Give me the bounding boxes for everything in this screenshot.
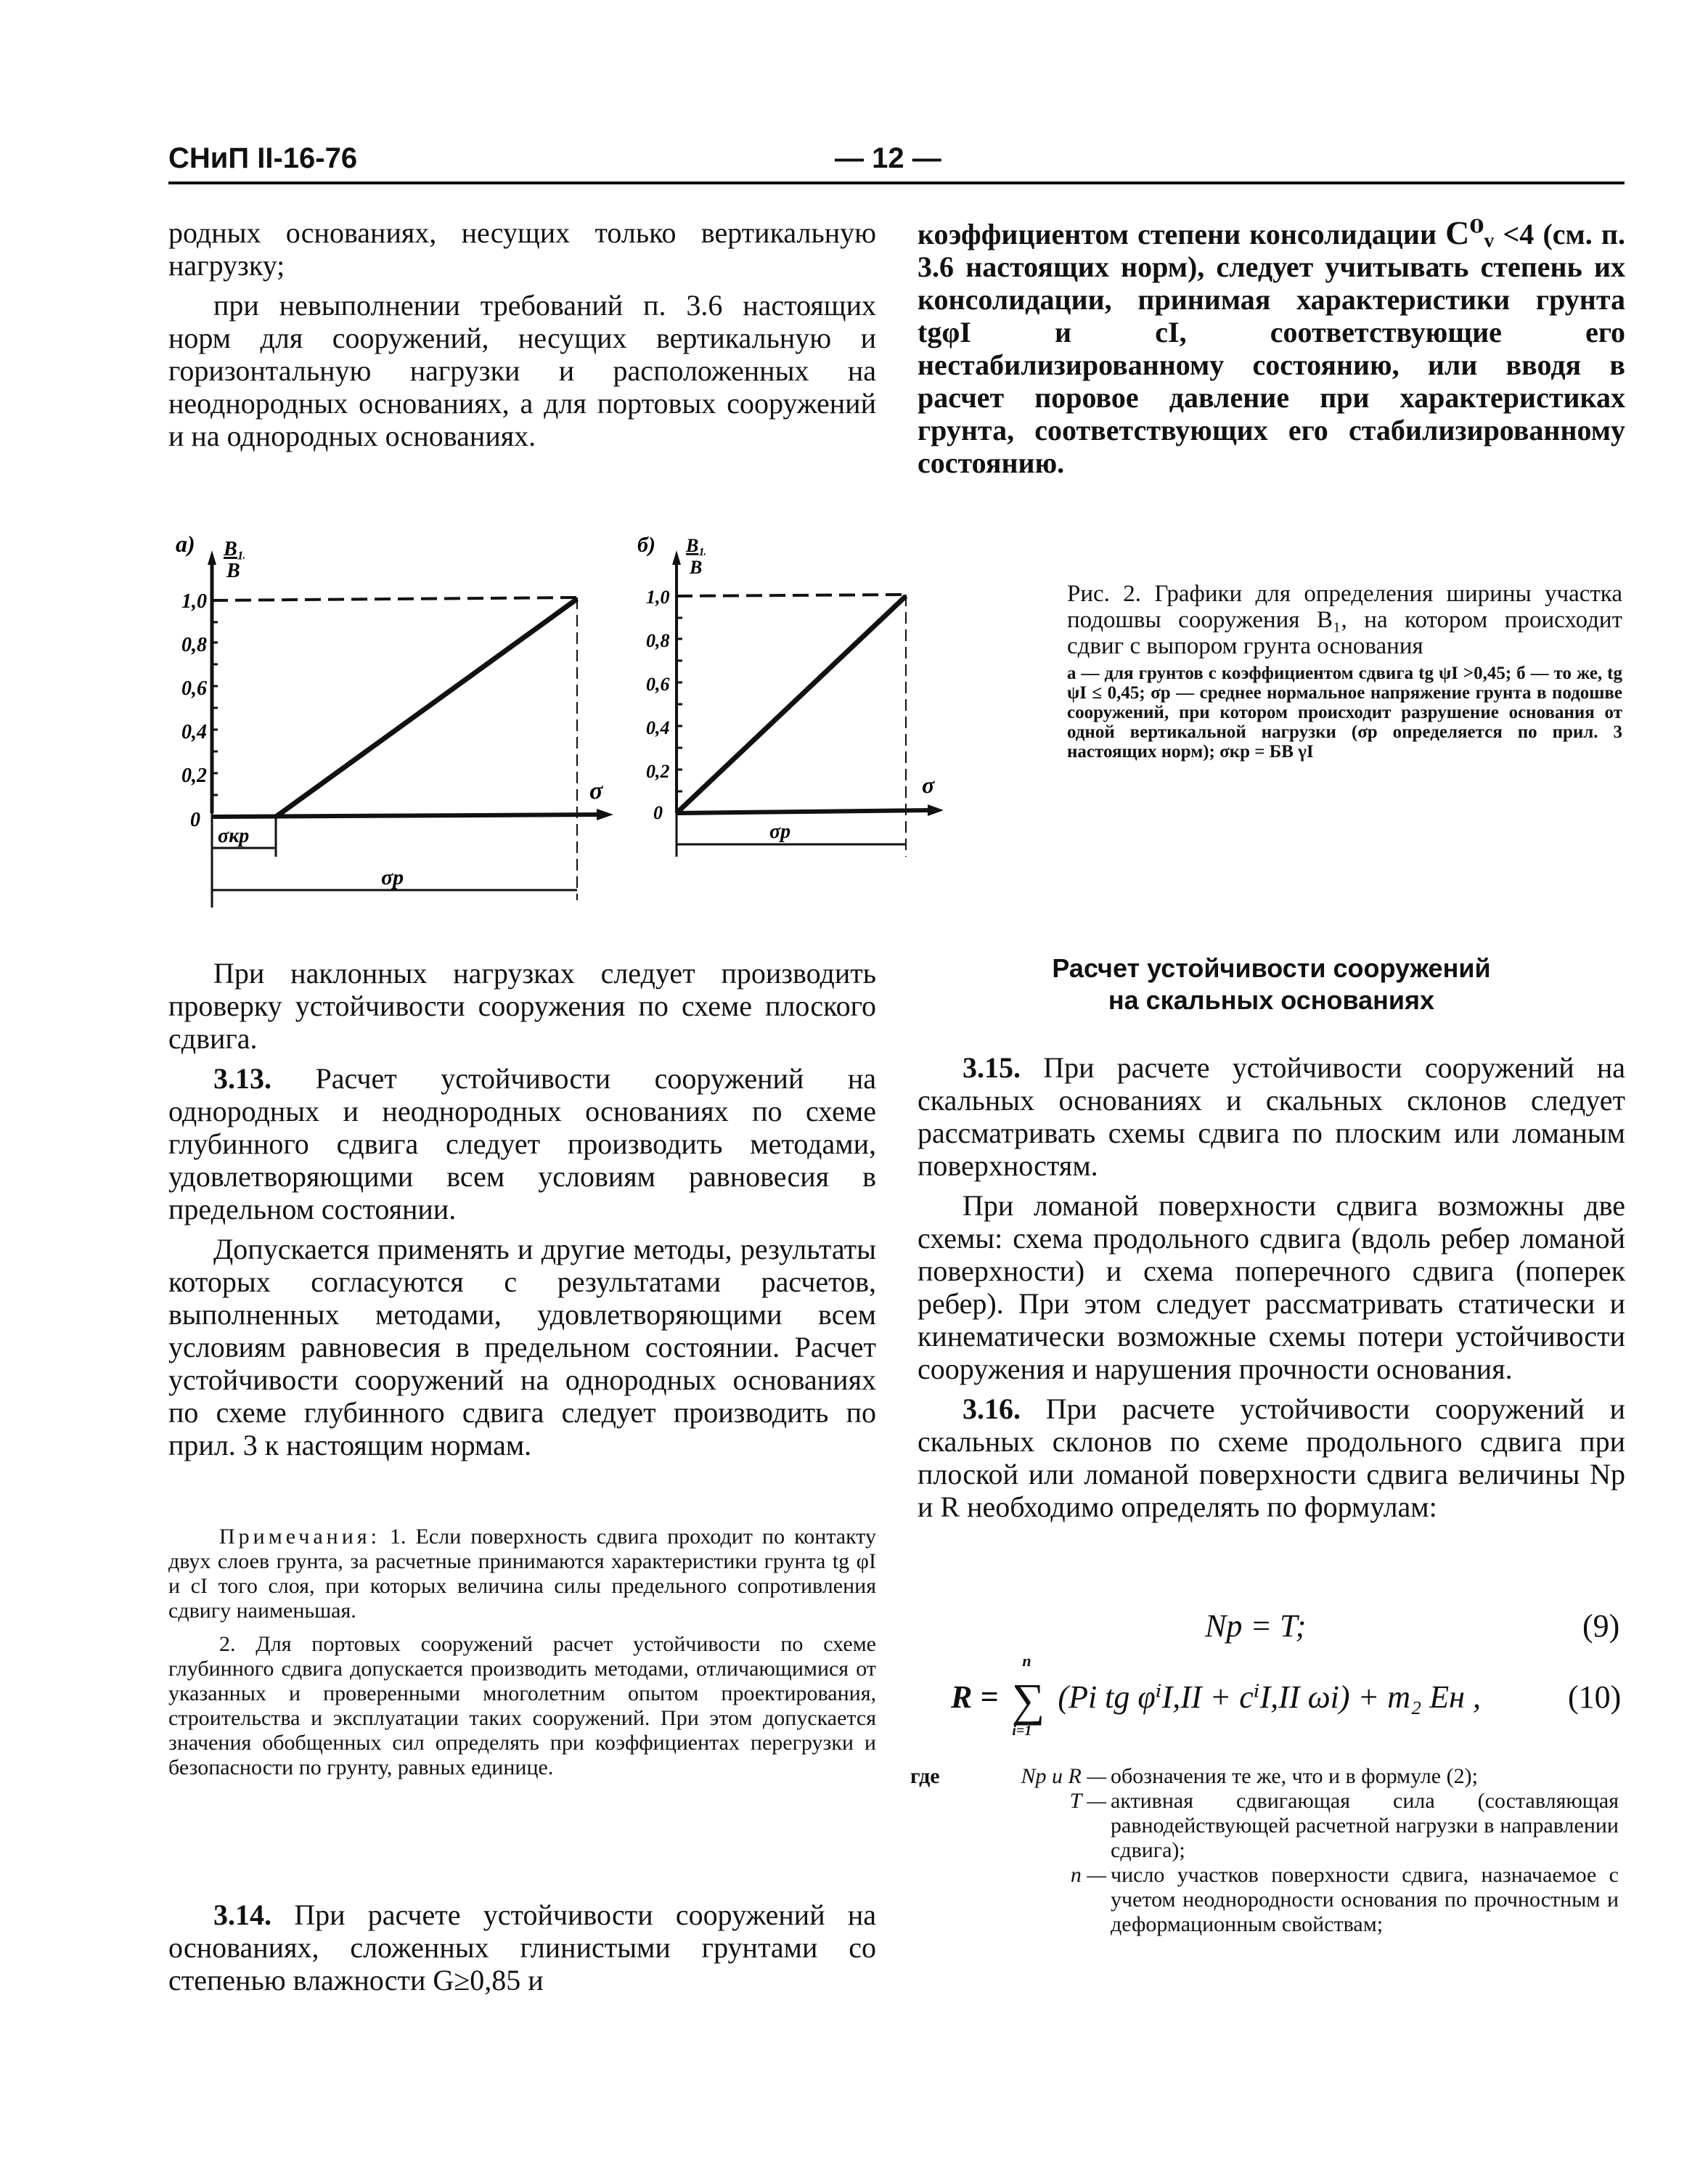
note-1 xyxy=(168,1525,876,1623)
definition-text: активная сдвигающая сила (составляющая равнодействующей расчетной нагрузки в направлении сдвига); xyxy=(1111,1789,1619,1862)
dashed-level-1 xyxy=(677,595,906,596)
right-column-top xyxy=(918,216,1625,486)
section-3-15 xyxy=(918,1051,1625,1182)
definition-text: число участков поверхности сдвига, назначаемое с учетом неоднородности основания по прочностным и деформационным свойствам; xyxy=(1111,1863,1619,1936)
paragraph xyxy=(918,216,1625,479)
definition-term: T — xyxy=(1069,1789,1106,1813)
section-number: 3.16. xyxy=(963,1392,1021,1425)
tick-label: 1,0 xyxy=(181,590,207,613)
x-axis-arrow xyxy=(597,809,613,820)
formula-9: Nр = T; xyxy=(1205,1608,1307,1644)
y-axis-arrow xyxy=(208,550,216,565)
sum-upper: n xyxy=(1022,1652,1031,1670)
section-number: 3.15. xyxy=(963,1051,1021,1084)
y-axis-label-num: B₁ xyxy=(686,535,706,556)
where-label: где xyxy=(910,1764,940,1788)
tick-label: 0,2 xyxy=(181,764,207,787)
graph-b xyxy=(672,550,944,857)
header-rule xyxy=(168,182,1625,184)
tick-label: 0 xyxy=(653,802,663,823)
sum-symbol: n ∑ i=1 xyxy=(1011,1652,1045,1739)
graph-a-label: а) xyxy=(176,531,195,557)
section-number: 3.14. xyxy=(213,1898,271,1931)
tick-label: 0,4 xyxy=(646,717,670,738)
tick-label: 0,2 xyxy=(646,761,670,782)
definition-item xyxy=(910,1863,1625,1937)
dashed-level-1 xyxy=(212,597,577,600)
section-3-13 xyxy=(168,1062,876,1225)
text: коэффициентом степени консолидации xyxy=(918,218,1446,250)
tick-label: 0 xyxy=(190,809,200,831)
caption-title: Рис. 2. Графики для определения ширины участка подошвы сооружения B₁, на котором происходит сдвиг с выпором грунта основания xyxy=(1067,581,1622,659)
definition-text: обозначения те же, что и в формуле (2); xyxy=(1111,1764,1478,1788)
y-axis-label-den: B xyxy=(690,557,703,578)
left-column-top xyxy=(168,216,876,460)
heading-line: Расчет устойчивости сооружений xyxy=(1052,953,1491,983)
left-column-bottom xyxy=(168,957,876,1469)
y-axis-label-den: B xyxy=(226,560,240,582)
note-2: 2. Для портовых сооружений расчет устойчивости по схеме глубинного сдвига допускается производить методами, отличающимися от указанных и проверенными многолетним опытом проектирования, строительства и эксплуатации таких сооружений. При этом допускается значения обобщенных сил определять при коэффициентах перегрузки и безопасности по грунту, равных единице. xyxy=(168,1632,876,1779)
heading-line: на скальных основаниях xyxy=(1108,985,1435,1015)
section-3-14-block xyxy=(168,1898,876,2004)
tick-label: 1,0 xyxy=(646,587,670,608)
x-axis-label: σ xyxy=(589,778,603,804)
definition-item xyxy=(910,1764,1625,1789)
text: Расчет устойчивости сооружений на однородных и неоднородных основаниях по схеме глубинного сдвига следует производить методами, удовлетворяющими всем условиям равновесия в предельном состоянии. xyxy=(168,1062,876,1225)
text: При расчете устойчивости сооружений на основаниях, сложенных глинистыми грунтами со степенью влажности G≥0,85 и xyxy=(168,1898,876,1996)
notes-label: Примечания: xyxy=(219,1525,380,1549)
figure-caption xyxy=(1067,581,1622,762)
formula-10 xyxy=(951,1652,1481,1739)
x-axis-label: σ xyxy=(922,772,935,798)
x-axis xyxy=(212,815,602,817)
notes xyxy=(168,1525,876,1789)
section-heading xyxy=(918,953,1625,1016)
document-code: СНиП II-16-76 xyxy=(168,142,358,174)
tick-label: 0,4 xyxy=(181,721,207,743)
x-axis-arrow xyxy=(928,804,944,816)
paragraph: При ломаной поверхности сдвига возможны две схемы: схема продольного сдвига (вдоль ребер ломаной поверхности) и схема поперечного сдвига (поперек ребер). При этом следует рассматривать статически и кинематически возможные схемы потери устойчивости сооружения и нарушения прочности основания. xyxy=(918,1189,1625,1385)
text: При расчете устойчивости сооружений на скальных основаниях и скальных склонов следует рассматривать схемы сдвига по плоским или ломаным поверхностям. xyxy=(918,1051,1625,1182)
graph-line xyxy=(276,599,577,817)
paragraph: родных основаниях, несущих только вертикальную нагрузку; xyxy=(168,216,876,282)
section-3-16 xyxy=(918,1392,1625,1523)
paragraph: Допускается применять и другие методы, результаты которых согласуются с результатами расчетов, выполненных методами, удовлетворяющими всем условиям равновесия в предельном состоянии. Расчет устойчивости сооружений на однородных основаниях по схеме глубинного сдвига следует производить по прил. 3 к настоящим нормам. xyxy=(168,1233,876,1461)
section-number: 3.13. xyxy=(213,1062,271,1095)
tick-label: 0,8 xyxy=(646,630,670,651)
formula-9-number: (9) xyxy=(1582,1608,1620,1644)
paragraph: при невыполнении требований п. 3.6 настоящих норм для сооружений, несущих вертикальную и горизонтальную нагрузки и расположенных на неоднородных основаниях, а для портовых сооружений и на однородных основаниях. xyxy=(168,289,876,452)
definitions xyxy=(910,1764,1625,1937)
graph-b-label: б) xyxy=(637,533,655,557)
graph-line xyxy=(677,596,906,813)
consolidation-symbol: C⁰ᵥ xyxy=(1445,214,1495,251)
section-3-14 xyxy=(168,1898,876,1996)
definition-item xyxy=(910,1789,1625,1863)
tick-label: 0,6 xyxy=(181,677,207,700)
dimension-p-label: σр xyxy=(769,820,791,843)
right-column-bottom xyxy=(918,1051,1625,1530)
tick-label: 0,8 xyxy=(181,634,207,656)
text: При расчете устойчивости сооружений и скальных склонов по схеме продольного сдвига при плоской или ломаной поверхности сдвига величины Nр и R необходимо определять по формулам: xyxy=(918,1392,1625,1523)
definition-term: n — xyxy=(1070,1863,1106,1887)
sum-lower: i=1 xyxy=(1012,1723,1032,1739)
formula-10-number: (10) xyxy=(1568,1679,1622,1715)
dimension-kr-label: σкр xyxy=(218,825,250,847)
tick-label: 0,6 xyxy=(646,674,670,695)
paragraph: При наклонных нагрузках следует производить проверку устойчивости сооружения по схеме плоского сдвига. xyxy=(168,957,876,1055)
x-axis xyxy=(677,810,933,813)
figure-2-graphs xyxy=(145,523,980,929)
formula-rhs: (Pi tg φⁱI,II + cⁱI,II ωi) + m₂ Eн , xyxy=(1058,1679,1481,1716)
definition-term: Nр и R — xyxy=(1021,1764,1106,1788)
y-axis-label-num: B₁ xyxy=(224,538,245,560)
text: 1. Если поверхность сдвига проходит по контакту двух слоев грунта, за расчетные принимаются характеристики грунта tg φI и cI того слоя, при которых величина силы предельного сопротивления сдвигу наименьшая. xyxy=(168,1525,876,1623)
y-axis-arrow xyxy=(672,550,681,565)
page-number: — 12 — xyxy=(835,142,941,174)
text: <4 (см. п. 3.6 настоящих норм), следует учитывать степень их консолидации, принимая характеристики грунта tgφI и cI, соответствующие его нестабилизированному состоянию, или вводя в расчет поровое давление при характеристиках грунта, соответствующих его стабилизированному состоянию. xyxy=(918,218,1625,479)
formula-lhs: R = xyxy=(951,1679,999,1716)
graph-a xyxy=(208,550,613,908)
dimension-p-label: σр xyxy=(381,865,404,889)
caption-legend: а — для грунтов с коэффициентом сдвига tg ψI >0,45; б — то же, tg ψI ≤ 0,45; σр — среднее нормальное напряжение грунта в подошве сооружений, при котором происходит разрушение основания от одной вертикальной нагрузки (σр определяется по прил. 3 настоящих норм); σкр = БВ γI xyxy=(1067,664,1622,762)
